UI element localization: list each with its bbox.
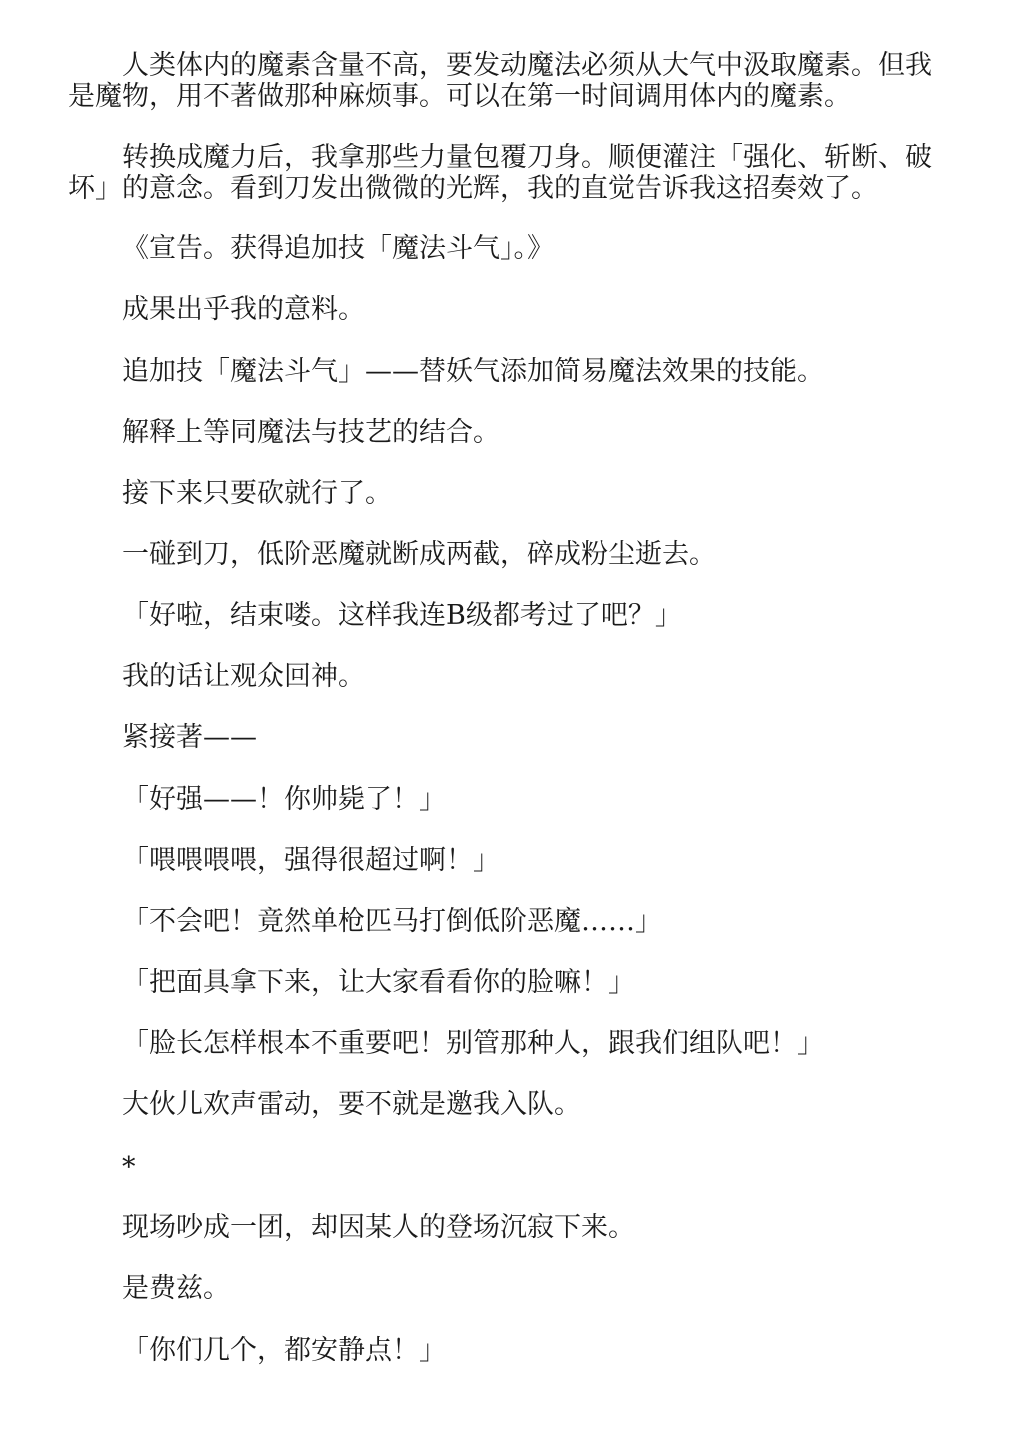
paragraph-12: 「好强——！你帅毙了！」 — [122, 784, 446, 815]
paragraph-6: 解释上等同魔法与技艺的结合。 — [122, 417, 500, 448]
paragraph-13: 「喂喂喂喂，强得很超过啊！」 — [122, 845, 500, 876]
paragraph-8: 一碰到刀，低阶恶魔就断成两截，碎成粉尘逝去。 — [122, 539, 716, 570]
paragraph-5: 追加技「魔法斗气」——替妖气添加简易魔法效果的技能。 — [122, 356, 824, 387]
paragraph-1: 人类体内的魔素含量不高，要发动魔法必须从大气中汲取魔素。但我是魔物，用不著做那种麻烦事。可以在第一时间调用体内的魔素。 — [68, 50, 932, 112]
paragraph-18: 现场吵成一团，却因某人的登场沉寂下来。 — [122, 1212, 635, 1243]
paragraph-19: 是费兹。 — [122, 1273, 230, 1304]
paragraph-7: 接下来只要砍就行了。 — [122, 478, 392, 509]
paragraph-3: 《宣告。获得追加技「魔法斗气」。》 — [122, 233, 554, 264]
paragraph-2: 转换成魔力后，我拿那些力量包覆刀身。顺便灌注「强化、斩断、破坏」的意念。看到刀发出微微的光辉，我的直觉告诉我这招奏效了。 — [68, 142, 932, 204]
paragraph-11: 紧接著—— — [122, 722, 257, 753]
paragraph-20: 「你们几个，都安静点！」 — [122, 1335, 446, 1366]
paragraph-10: 我的话让观众回神。 — [122, 661, 365, 692]
paragraph-16: 「脸长怎样根本不重要吧！别管那种人，跟我们组队吧！」 — [122, 1028, 824, 1059]
paragraph-4: 成果出乎我的意料。 — [122, 294, 365, 325]
scene-break-asterisk: * — [122, 1152, 136, 1183]
paragraph-14: 「不会吧！竟然单枪匹马打倒低阶恶魔……」 — [122, 906, 662, 937]
paragraph-17: 大伙儿欢声雷动，要不就是邀我入队。 — [122, 1089, 581, 1120]
paragraph-9: 「好啦，结束喽。这样我连B级都考过了吧？」 — [122, 600, 682, 631]
paragraph-15: 「把面具拿下来，让大家看看你的脸嘛！」 — [122, 967, 635, 998]
